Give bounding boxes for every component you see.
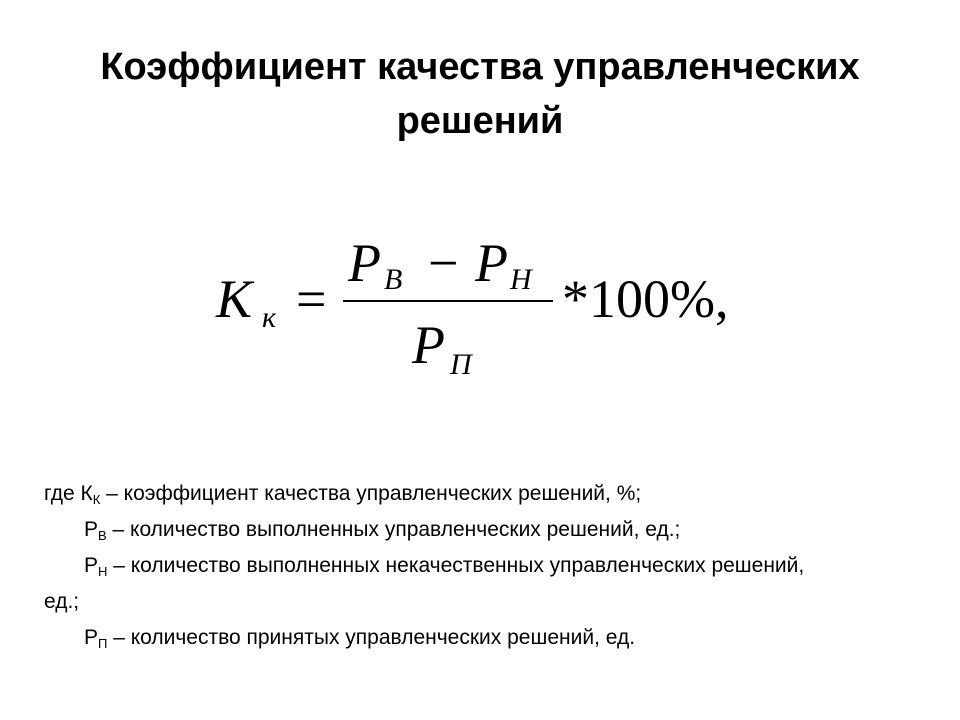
formula-lhs-subscript: к [262, 301, 277, 334]
numerator-a-subscript: В [384, 263, 403, 296]
formula-multiplier: *100%, [562, 269, 729, 329]
legend-item-kk: где $К_К$ – коэффициент качества управленческих решений, %; [44, 482, 642, 507]
legend-item-pp: $Р_П$ – количество принятых управленческих решений, ед. [84, 626, 636, 651]
fraction-bar [343, 300, 553, 302]
formula-minus: − [428, 233, 459, 293]
slide-title-line-1: Коэффициент качества управленческих [100, 46, 860, 88]
numerator-a-symbol: P [348, 233, 381, 293]
legend-item-pn-continuation: ед.; [44, 590, 80, 613]
formula-equals: = [296, 269, 327, 329]
numerator-b-subscript: Н [510, 263, 532, 296]
denominator-symbol: P [412, 315, 445, 375]
slide-title-line-2: решений [396, 100, 564, 142]
legend-item-pn: $Р_Н$ – количество выполненных некачественных управленческих решений, [84, 554, 805, 579]
formula-legend [44, 476, 924, 656]
legend-item-pv: $Р_В$ – количество выполненных управленческих решений, ед.; [84, 518, 681, 543]
denominator-subscript: П [450, 348, 472, 381]
numerator-b-symbol: P [475, 233, 508, 293]
formula-lhs-symbol: K [216, 269, 253, 329]
